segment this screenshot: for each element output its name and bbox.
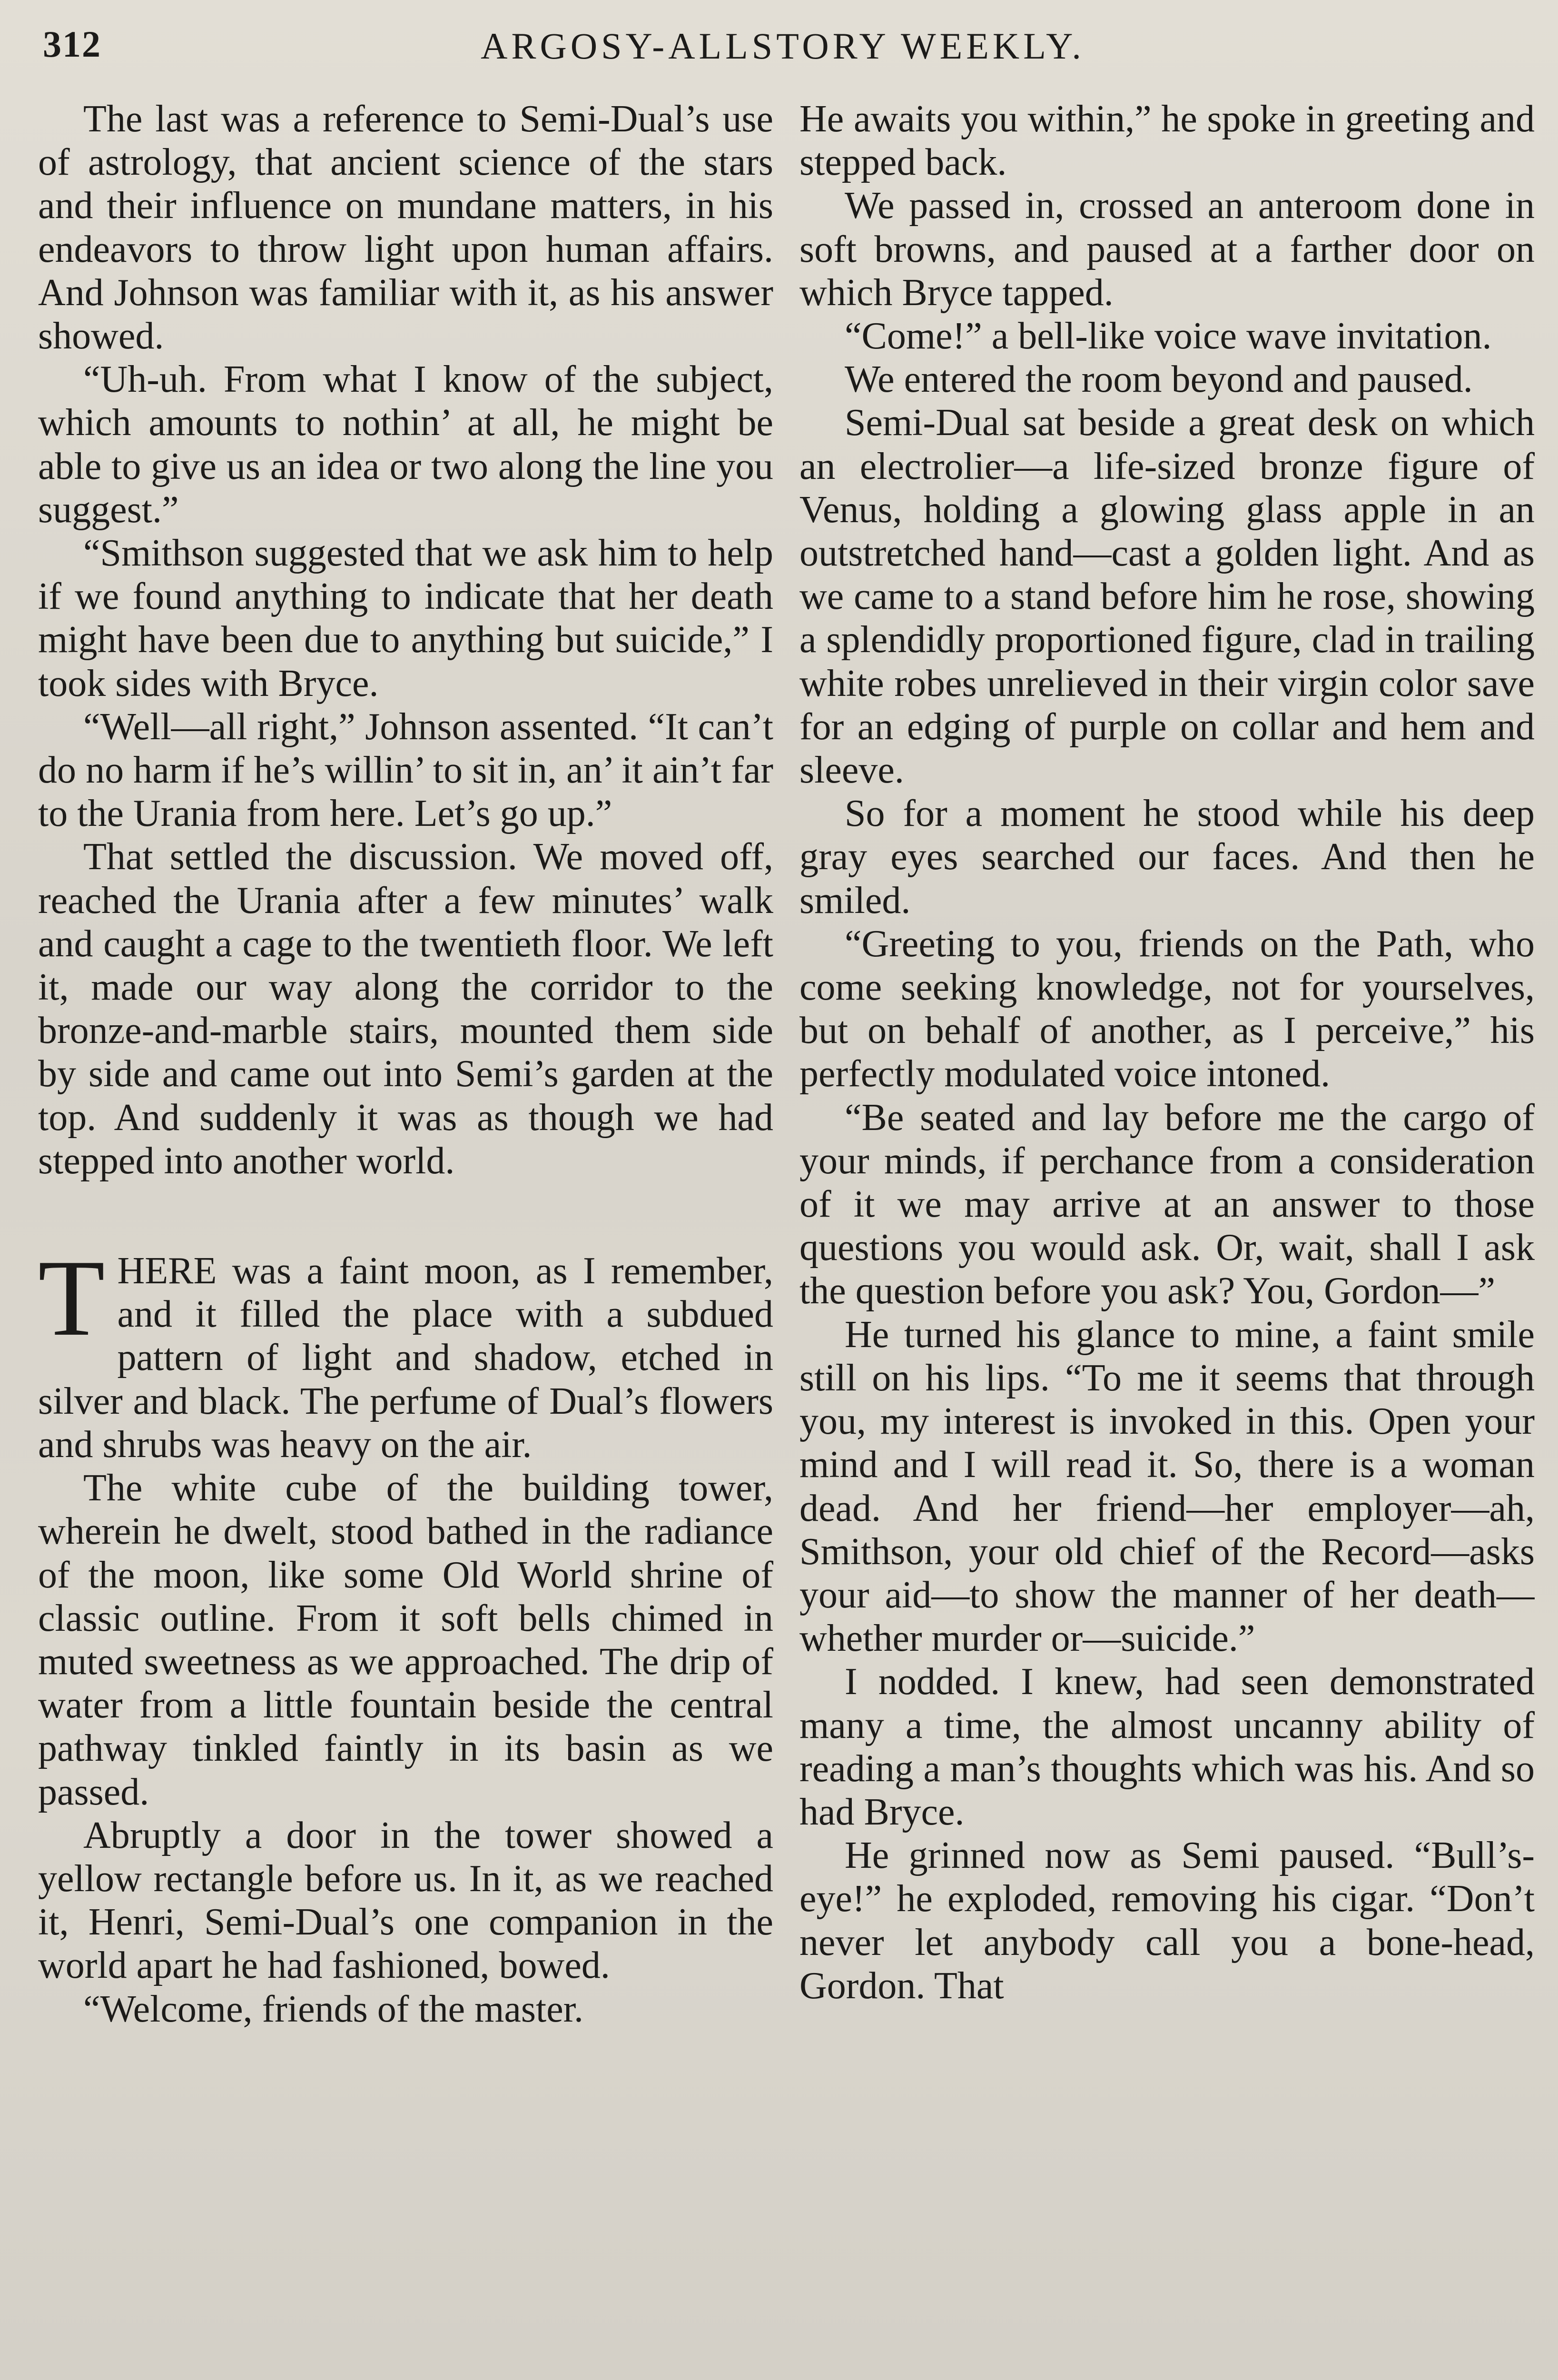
paragraph: I nodded. I knew, had seen demonstrated many a time, the almost uncanny ability of reading a man’s thoughts which was his. And so had Bryce. (799, 1661, 1535, 1833)
paragraph: That settled the discussion. We moved off, reached the Urania after a few minutes’ walk and caught a cage to the twentieth floor. We left it, made our way along the corridor to the bronze-and-marble stairs, mounted them side by side and came out into Semi’s garden at the top. And suddenly it was as though we had stepped into another world. (38, 836, 773, 1182)
left-column (38, 98, 773, 2380)
paragraph: We entered the room beyond and paused. (845, 358, 1473, 401)
page-header (38, 14, 1528, 81)
paragraph: “Uh-uh. From what I know of the subject, which amounts to nothin’ at all, he might be able to give us an idea or two along the line you suggest.” (38, 358, 773, 531)
paragraph: We passed in, crossed an anteroom done in soft browns, and paused at a farther door on which Bryce tapped. (799, 185, 1535, 314)
paragraph: Abruptly a door in the tower showed a yellow rectangle before us. In it, as we reached it, Henri, Semi-Dual’s one companion in the world apart he had fashioned, bowed. (38, 1814, 773, 1987)
page-number: 312 (43, 23, 101, 65)
paragraph: The last was a reference to Semi-Dual’s use of astrology, that ancient science of the stars and their influence on mundane matters, in his endeavors to throw light upon human affairs. And Johnson was familiar with it, as his answer showed. (38, 98, 773, 357)
paragraph: Semi-Dual sat beside a great desk on which an electrolier—a life-sized bronze figure of Venus, holding a glowing glass apple in an outstretched hand—cast a golden light. And as we came to a stand before him he rose, showing a splendidly proportioned figure, clad in trailing white robes unrelieved in their virgin color save for an edging of purple on collar and hem and sleeve. (799, 402, 1535, 792)
paragraph: “Welcome, friends of the master. (83, 1988, 583, 2030)
paragraph: “Well—all right,” Johnson assented. “It can’t do no harm if he’s willin’ to sit in, an’ it ain’t far to the Urania from here. Let’s go up.” (38, 705, 773, 835)
paragraph: “Come!” a bell-like voice wave invitation. (845, 315, 1492, 357)
paragraph: The white cube of the building tower, wherein he dwelt, stood bathed in the radiance of the moon, like some Old World shrine of classic outline. From it soft bells chimed in muted sweetness as we approached. The drip of water from a little fountain beside the central pathway tinkled faintly in its basin as we passed. (38, 1467, 773, 1813)
paragraph-text: HERE was a faint moon, as I remember, and it filled the place with a subdued pattern of light and shadow, etched in silver and black. The perfume of Dual’s flowers and shrubs was heavy on the air. (38, 1250, 773, 1466)
paragraph: “Smithson suggested that we ask him to help if we found anything to indicate that her death might have been due to anything but suicide,” I took sides with Bryce. (38, 532, 773, 704)
paragraph: “Greeting to you, friends on the Path, who come seeking knowledge, not for yourselves, but on behalf of another, as I perceive,” his perfectly modulated voice intoned. (799, 922, 1535, 1095)
section-opening-paragraph (38, 1237, 773, 1467)
paragraph: So for a moment he stood while his deep gray eyes searched our faces. And then he smiled. (799, 793, 1535, 922)
paragraph: He turned his glance to mine, a faint smile still on his lips. “To me it seems that through you, my interest is invoked in this. Open your mind and I will read it. So, there is a woman dead. And her friend—her employer—ah, Smithson, your old chief of the Record—asks your aid—to show the manner of her death—whether murder or—suicide.” (799, 1313, 1535, 1660)
running-head: ARGOSY-ALLSTORY WEEKLY. (481, 25, 1085, 67)
right-column (799, 98, 1535, 2380)
drop-cap: T (38, 1237, 105, 1359)
paragraph-continued: He awaits you within,” he spoke in greeting and stepped back. (799, 98, 1535, 184)
paragraph: He grinned now as Semi paused. “Bull’s-eye!” he exploded, removing his cigar. “Don’t never let anybody call you a bone-head, Gordon. That (799, 1835, 1535, 2007)
paragraph: “Be seated and lay before me the cargo of your minds, if perchance from a consideration of it we may arrive at an answer to those questions you would ask. Or, wait, shall I ask the question before you ask? You, Gordon—” (799, 1096, 1535, 1312)
